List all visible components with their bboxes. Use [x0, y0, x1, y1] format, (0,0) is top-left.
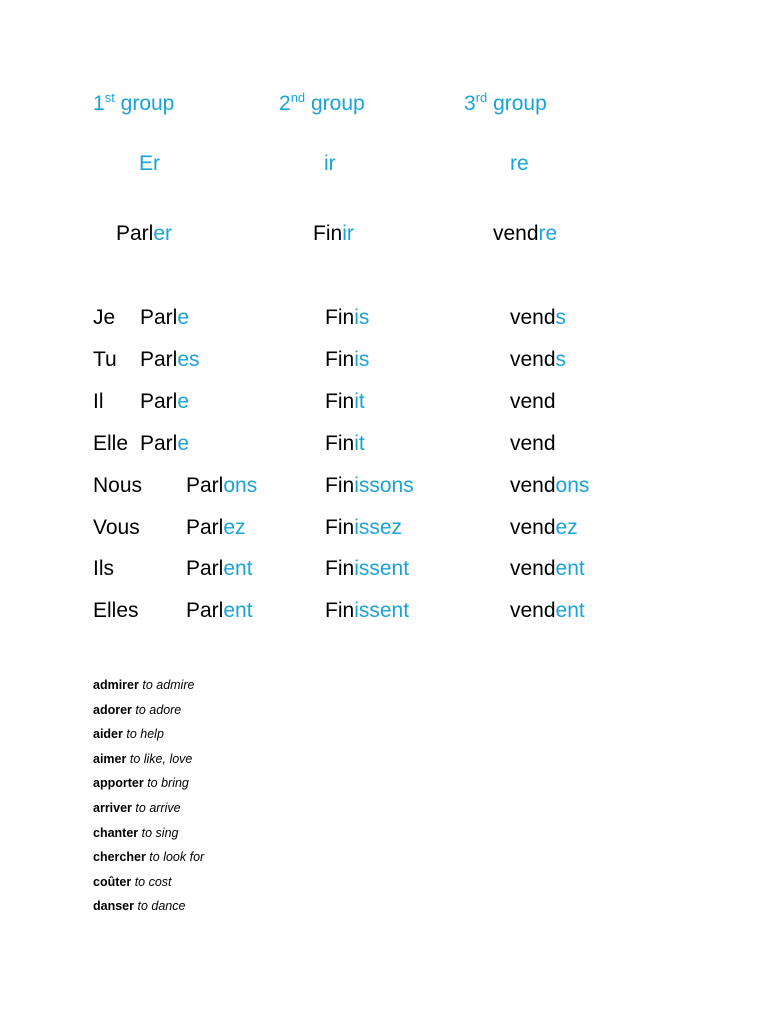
verb-ending: e — [177, 432, 190, 455]
conjugated-form-group-3 — [510, 390, 556, 414]
pronoun: Ils — [93, 557, 114, 580]
ordinal-suffix: st — [104, 90, 115, 105]
verb-stem: Parl — [140, 306, 178, 329]
verb-stem: Fin — [325, 390, 355, 413]
pronoun: Elles — [93, 599, 139, 622]
ending-label-2: ir — [324, 152, 336, 175]
verb-ending: ent — [555, 599, 585, 622]
group-word: group — [114, 92, 175, 115]
verb-ending: ez — [555, 516, 578, 539]
conjugated-form-group-2 — [325, 557, 409, 581]
verb-ending: e — [177, 306, 190, 329]
verb-stem: Parl — [186, 516, 224, 539]
conjugated-form-group-3 — [510, 516, 578, 540]
pronoun: Il — [93, 390, 104, 413]
ordinal-suffix: rd — [475, 90, 488, 105]
conjugated-form-group-3 — [510, 306, 566, 330]
vocab-french: coûter — [93, 875, 132, 889]
verb-ending: es — [177, 348, 200, 371]
verb-ending: ent — [223, 599, 253, 622]
vocab-item — [93, 678, 194, 693]
pronoun: Tu — [93, 348, 117, 371]
conjugated-form-group-1 — [140, 348, 200, 372]
conjugated-form-group-3 — [510, 599, 585, 623]
vocab-item — [93, 776, 189, 791]
verb-stem: vend — [510, 348, 556, 371]
conjugated-form-group-2 — [325, 390, 365, 414]
vocab-english: to admire — [142, 678, 195, 692]
ending-label-1: Er — [139, 152, 160, 175]
vocab-french: adorer — [93, 703, 132, 717]
verb-ending: it — [354, 432, 365, 455]
vocab-french: aimer — [93, 752, 127, 766]
verb-ending: e — [177, 390, 190, 413]
verb-ending: it — [354, 390, 365, 413]
conjugated-form-group-1 — [186, 516, 246, 540]
conjugated-form-group-3 — [510, 348, 566, 372]
group-word: group — [305, 92, 365, 115]
conjugated-form-group-1 — [140, 390, 189, 414]
vocab-english: to sing — [141, 826, 179, 840]
conjugated-form-group-2 — [325, 348, 369, 372]
verb-stem: Fin — [325, 474, 355, 497]
verb-ending: issez — [354, 516, 403, 539]
group-word: group — [487, 92, 547, 115]
verb-ending: is — [354, 306, 370, 329]
vocab-english: to cost — [134, 875, 172, 889]
conjugated-form-group-2 — [325, 516, 402, 540]
vocab-french: arriver — [93, 801, 132, 815]
verb-stem: Parl — [116, 222, 154, 245]
vocab-french: chanter — [93, 826, 139, 840]
pronoun: Je — [93, 306, 116, 329]
vocab-item — [93, 875, 172, 890]
verb-stem: Parl — [140, 348, 178, 371]
group-number: 1 — [93, 92, 105, 115]
verb-stem: Parl — [140, 432, 178, 455]
verb-ending: is — [354, 348, 370, 371]
conjugated-form-group-2 — [325, 474, 414, 498]
verb-stem: vend — [510, 306, 556, 329]
verb-ending: ez — [223, 516, 246, 539]
conjugated-form-group-3 — [510, 557, 585, 581]
verb-stem: Parl — [140, 390, 178, 413]
vocab-item — [93, 899, 185, 914]
group-number: 3 — [464, 92, 476, 115]
verb-stem: Fin — [325, 306, 355, 329]
vocab-french: apporter — [93, 776, 144, 790]
vocab-english: to help — [126, 727, 164, 741]
verb-stem: vend — [493, 222, 539, 245]
conjugated-form-group-2 — [325, 599, 409, 623]
group-heading-2 — [279, 92, 365, 116]
verb-stem: Fin — [325, 348, 355, 371]
verb-ending: ent — [223, 557, 253, 580]
conjugated-form-group-1 — [140, 432, 189, 456]
verb-ending: ons — [555, 474, 590, 497]
conjugated-form-group-1 — [140, 306, 189, 330]
group-heading-1 — [93, 92, 174, 116]
infinitive-1 — [116, 222, 172, 246]
verb-ending: ir — [342, 222, 354, 245]
verb-stem: Fin — [313, 222, 343, 245]
conjugated-form-group-1 — [186, 557, 253, 581]
conjugated-form-group-2 — [325, 306, 369, 330]
verb-stem: Fin — [325, 432, 355, 455]
verb-stem: vend — [510, 390, 556, 413]
infinitive-2 — [313, 222, 354, 246]
vocab-item — [93, 752, 192, 767]
verb-ending: issent — [354, 599, 410, 622]
verb-stem: vend — [510, 474, 556, 497]
vocab-french: chercher — [93, 850, 146, 864]
verb-stem: Parl — [186, 557, 224, 580]
vocab-french: aider — [93, 727, 123, 741]
pronoun: Vous — [93, 516, 140, 539]
verb-ending: s — [555, 306, 567, 329]
vocab-item — [93, 801, 181, 816]
verb-stem: vend — [510, 599, 556, 622]
verb-stem: Fin — [325, 599, 355, 622]
vocab-english: to look for — [149, 850, 205, 864]
vocab-english: to arrive — [135, 801, 181, 815]
vocab-item — [93, 727, 164, 742]
group-number: 2 — [279, 92, 291, 115]
vocab-french: admirer — [93, 678, 139, 692]
vocab-english: to dance — [137, 899, 186, 913]
verb-ending: s — [555, 348, 567, 371]
verb-ending: issent — [354, 557, 410, 580]
group-heading-3 — [464, 92, 547, 116]
verb-ending: issons — [354, 474, 414, 497]
verb-stem: Fin — [325, 516, 355, 539]
vocab-item — [93, 703, 181, 718]
conjugated-form-group-1 — [186, 599, 253, 623]
verb-ending: er — [153, 222, 173, 245]
verb-ending: re — [538, 222, 558, 245]
vocab-english: to adore — [135, 703, 182, 717]
verb-ending: ons — [223, 474, 258, 497]
conjugated-form-group-1 — [186, 474, 257, 498]
ending-label-3: re — [510, 152, 529, 175]
conjugated-form-group-3 — [510, 474, 589, 498]
verb-stem: vend — [510, 557, 556, 580]
infinitive-3 — [493, 222, 557, 246]
verb-stem: Fin — [325, 557, 355, 580]
conjugated-form-group-3 — [510, 432, 556, 456]
verb-ending: ent — [555, 557, 585, 580]
vocab-french: danser — [93, 899, 134, 913]
verb-stem: vend — [510, 432, 556, 455]
pronoun: Elle — [93, 432, 129, 455]
conjugated-form-group-2 — [325, 432, 365, 456]
verb-stem: vend — [510, 516, 556, 539]
vocab-item — [93, 850, 204, 865]
vocab-item — [93, 826, 178, 841]
pronoun: Nous — [93, 474, 143, 497]
verb-stem: Parl — [186, 599, 224, 622]
verb-stem: Parl — [186, 474, 224, 497]
vocab-english: to like, love — [129, 752, 193, 766]
ordinal-suffix: nd — [290, 90, 306, 105]
vocab-english: to bring — [147, 776, 189, 790]
